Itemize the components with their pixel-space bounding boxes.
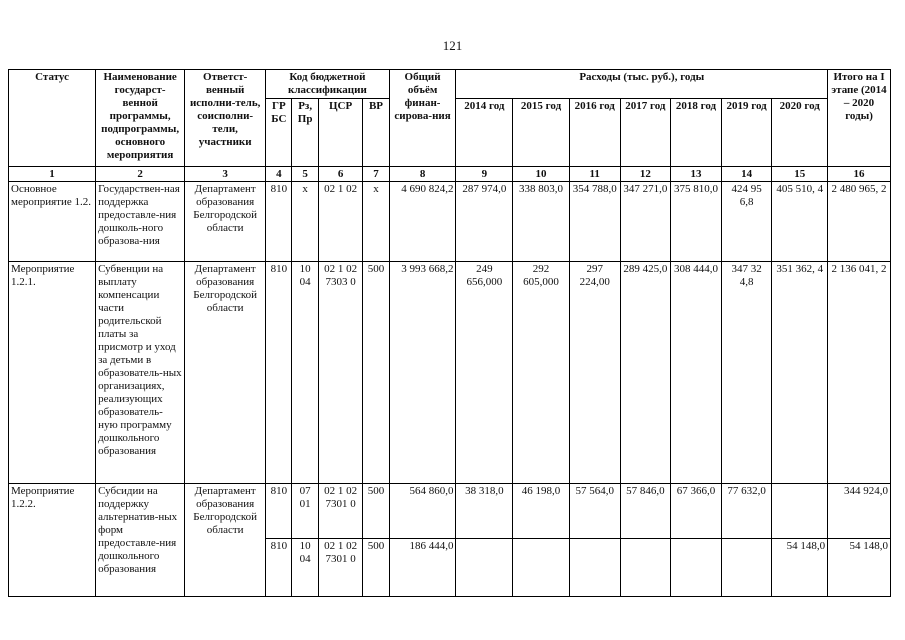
column-number: 5	[292, 167, 318, 182]
row-2016: 57 564,0	[569, 484, 620, 539]
row-2019: 424 95 6,8	[721, 182, 772, 262]
column-number: 15	[772, 167, 828, 182]
header-year-2020: 2020 год	[772, 99, 828, 167]
row-2014	[456, 539, 513, 597]
row-2017: 347 271,0	[620, 182, 671, 262]
table-row	[9, 484, 891, 539]
row-total: 4 690 824,2	[389, 182, 456, 262]
table-row	[9, 182, 891, 262]
row-responsible: Департамент образования Белгородской области	[185, 262, 266, 484]
row-2015	[513, 539, 570, 597]
row-2019: 347 32 4,8	[721, 262, 772, 484]
row-2014: 287 974,0	[456, 182, 513, 262]
column-number: 12	[620, 167, 671, 182]
row-rzpr: x	[292, 182, 318, 262]
row-2015: 46 198,0	[513, 484, 570, 539]
column-number: 3	[185, 167, 266, 182]
column-number: 2	[96, 167, 185, 182]
row-stage-total: 54 148,0	[828, 539, 891, 597]
row-total: 186 444,0	[389, 539, 456, 597]
header-name: Наименование государст-венной программы, подпрограммы, основного мероприятия	[96, 70, 185, 167]
header-total-volume: Общий объём финан-сирова-ния	[389, 70, 456, 167]
column-number: 6	[318, 167, 363, 182]
row-2017	[620, 539, 671, 597]
row-2020: 405 510, 4	[772, 182, 828, 262]
row-2020	[772, 484, 828, 539]
column-number: 16	[828, 167, 891, 182]
row-vr: 500	[363, 262, 389, 484]
row-2017: 289 425,0	[620, 262, 671, 484]
table-row	[9, 262, 891, 484]
column-number: 14	[721, 167, 772, 182]
row-2016: 354 788,0	[569, 182, 620, 262]
column-number: 9	[456, 167, 513, 182]
row-2017: 57 846,0	[620, 484, 671, 539]
row-csr: 02 1 02 7301 0	[318, 539, 363, 597]
row-responsible: Департамент образования Белгородской области	[185, 484, 266, 597]
header-budget-code: Код бюджетной классификации	[266, 70, 389, 99]
column-number: 4	[266, 167, 292, 182]
row-rzpr: 07 01	[292, 484, 318, 539]
table-header	[9, 70, 891, 182]
row-vr: 500	[363, 539, 389, 597]
row-2018	[671, 539, 722, 597]
header-rzpr: Рз, Пр	[292, 99, 318, 167]
row-stage-total: 2 136 041, 2	[828, 262, 891, 484]
row-2014: 38 318,0	[456, 484, 513, 539]
column-number: 13	[671, 167, 722, 182]
column-number: 1	[9, 167, 96, 182]
header-year-2015: 2015 год	[513, 99, 570, 167]
header-expenses: Расходы (тыс. руб.), годы	[456, 70, 828, 99]
row-2016: 297 224,00	[569, 262, 620, 484]
row-csr: 02 1 02 7301 0	[318, 484, 363, 539]
row-grbs: 810	[266, 182, 292, 262]
row-csr: 02 1 02	[318, 182, 363, 262]
header-status: Статус	[9, 70, 96, 167]
row-grbs: 810	[266, 262, 292, 484]
row-2019	[721, 539, 772, 597]
row-rzpr: 10 04	[292, 262, 318, 484]
row-grbs: 810	[266, 484, 292, 539]
row-2019: 77 632,0	[721, 484, 772, 539]
header-year-2014: 2014 год	[456, 99, 513, 167]
header-csr: ЦСР	[318, 99, 363, 167]
column-number: 10	[513, 167, 570, 182]
column-number: 8	[389, 167, 456, 182]
row-vr: 500	[363, 484, 389, 539]
header-vr: ВР	[363, 99, 389, 167]
row-name: Субсидии на поддержку альтернатив-ных форм предоставле-ния дошкольного образования	[96, 484, 185, 597]
row-stage-total: 344 924,0	[828, 484, 891, 539]
header-year-2017: 2017 год	[620, 99, 671, 167]
row-status: Мероприятие 1.2.1.	[9, 262, 96, 484]
column-number: 11	[569, 167, 620, 182]
row-stage-total: 2 480 965, 2	[828, 182, 891, 262]
row-2020: 54 148,0	[772, 539, 828, 597]
row-total: 564 860,0	[389, 484, 456, 539]
header-grbs: ГР БС	[266, 99, 292, 167]
header-stage-total: Итого на I этапе (2014 – 2020 годы)	[828, 70, 891, 167]
row-2018: 375 810,0	[671, 182, 722, 262]
row-vr: x	[363, 182, 389, 262]
row-status: Основное мероприятие 1.2.	[9, 182, 96, 262]
row-name: Субвенции на выплату компенсации части родительской платы за присмотр и уход за детьми в образователь-ных организациях, реализующих образователь-ную программу дошкольного образования	[96, 262, 185, 484]
row-grbs: 810	[266, 539, 292, 597]
header-year-2016: 2016 год	[569, 99, 620, 167]
header-year-2019: 2019 год	[721, 99, 772, 167]
header-year-2018: 2018 год	[671, 99, 722, 167]
row-2015: 338 803,0	[513, 182, 570, 262]
page-number: 121	[442, 38, 463, 53]
row-name: Государствен-ная поддержка предоставле-ния дошколь-ного образова-ния	[96, 182, 185, 262]
row-2018: 308 444,0	[671, 262, 722, 484]
row-2014: 249 656,000	[456, 262, 513, 484]
row-2020: 351 362, 4	[772, 262, 828, 484]
row-csr: 02 1 02 7303 0	[318, 262, 363, 484]
row-status: Мероприятие 1.2.2.	[9, 484, 96, 597]
header-responsible: Ответст-венный исполни-тель, соисполни-тели, участники	[185, 70, 266, 167]
column-number-row	[9, 167, 891, 182]
row-total: 3 993 668,2	[389, 262, 456, 484]
column-number: 7	[363, 167, 389, 182]
row-2016	[569, 539, 620, 597]
row-2018: 67 366,0	[671, 484, 722, 539]
row-rzpr: 10 04	[292, 539, 318, 597]
budget-table	[8, 69, 891, 597]
row-responsible: Департамент образования Белгородской области	[185, 182, 266, 262]
row-2015: 292 605,000	[513, 262, 570, 484]
